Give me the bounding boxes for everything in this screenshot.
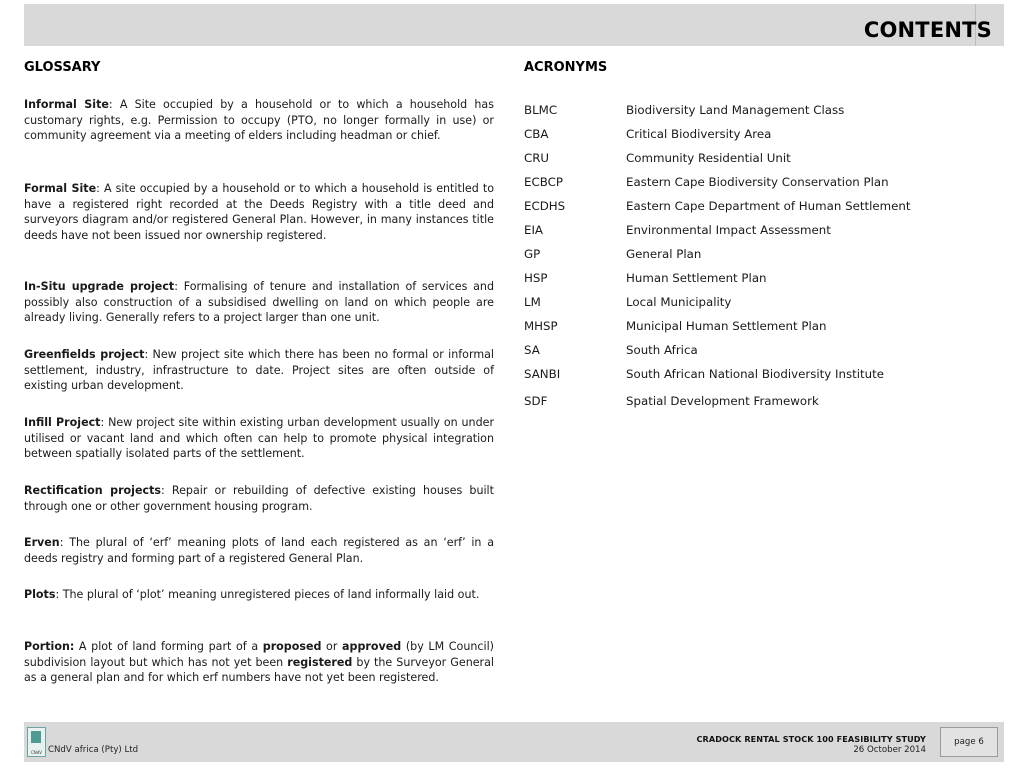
acronym-definition: South African National Biodiversity Institute <box>626 367 885 381</box>
acronym-definition: Eastern Cape Biodiversity Conservation Plan <box>626 175 889 189</box>
acronym-row <box>524 343 984 359</box>
acronym-abbr: ECBCP <box>524 175 563 189</box>
glossary-heading: GLOSSARY <box>24 60 101 75</box>
logo-mark <box>31 731 41 743</box>
page-number: page 6 <box>954 737 984 747</box>
glossary-item-informal-site <box>24 97 494 144</box>
glossary-definition: A site occupied by a household or to which a household is entitled to have a registered right recorded at the Deeds Registry with a title deed and surveyors diagram and/or registered General Plan. However, in many instances title deeds have not been issued nor ownership registered. <box>24 182 494 242</box>
acronym-abbr: HSP <box>524 271 548 285</box>
portion-emphasis: registered <box>287 655 353 669</box>
acronym-row <box>524 199 984 215</box>
acronym-abbr: BLMC <box>524 103 558 117</box>
glossary-term: Informal Site <box>24 98 109 111</box>
acronym-definition: Spatial Development Framework <box>626 394 819 408</box>
acronym-row <box>524 394 984 410</box>
glossary-separator: : <box>96 182 104 195</box>
acronyms-heading: ACRONYMS <box>524 60 608 75</box>
glossary-item-plots <box>24 587 494 603</box>
glossary-separator: : <box>144 348 153 361</box>
header-bar <box>24 4 1004 46</box>
glossary-definition: The plural of ‘erf’ meaning plots of land each registered as an ‘erf’ in a deeds registry and forming part of a registered General Plan. <box>24 536 494 565</box>
glossary-term: Plots <box>24 588 56 601</box>
acronym-abbr: CBA <box>524 127 549 141</box>
glossary-term: Rectification projects <box>24 484 161 497</box>
glossary-definition: A Site occupied by a household or to which a household has customary rights, e.g. Permission to occupy (PTO, no longer formally in use) or community agreement via a meeting of elders including headman or chief. <box>24 98 494 143</box>
acronym-definition: Community Residential Unit <box>626 151 791 165</box>
glossary-item-rectification <box>24 483 494 514</box>
acronym-abbr: LM <box>524 295 541 309</box>
acronym-definition: Critical Biodiversity Area <box>626 127 772 141</box>
acronym-row <box>524 271 984 287</box>
acronym-row <box>524 319 984 335</box>
acronym-row <box>524 103 984 119</box>
glossary-term: Erven <box>24 536 60 549</box>
acronym-row <box>524 295 984 311</box>
acronym-row <box>524 367 984 383</box>
acronym-abbr: GP <box>524 247 541 261</box>
glossary-item-erven <box>24 535 494 566</box>
glossary-item-infill <box>24 415 494 462</box>
acronym-definition: Environmental Impact Assessment <box>626 223 831 237</box>
acronym-row <box>524 247 984 263</box>
acronym-abbr: ECDHS <box>524 199 566 213</box>
glossary-definition: Formalising of tenure and installation of services and possibly also construction of a subsidised dwelling on land on which people are already living. Generally refers to a project larger than one unit. <box>24 280 494 325</box>
portion-text: (by LM Council) subdivision layout but which has not yet been <box>24 640 494 669</box>
glossary-separator: : <box>161 484 172 497</box>
glossary-separator: : <box>108 98 120 111</box>
footer-company-name: CNdV africa (Pty) Ltd <box>48 745 139 755</box>
acronym-abbr: MHSP <box>524 319 558 333</box>
glossary-term: In-Situ upgrade project <box>24 280 175 293</box>
page-number-box <box>940 727 998 757</box>
glossary-separator: : <box>174 280 184 293</box>
glossary-item-portion <box>24 639 494 686</box>
acronym-row <box>524 151 984 167</box>
acronym-abbr: SA <box>524 343 540 357</box>
portion-emphasis: proposed <box>262 640 322 653</box>
footer-date: 26 October 2014 <box>853 745 926 755</box>
glossary-term: Greenfields project <box>24 348 145 361</box>
glossary-separator: : <box>100 416 109 429</box>
glossary-item-formal-site <box>24 181 494 243</box>
acronym-abbr: CRU <box>524 151 550 165</box>
page-title: CONTENTS <box>863 18 992 42</box>
glossary-separator: : <box>59 536 70 549</box>
acronym-row <box>524 175 984 191</box>
acronym-definition: Human Settlement Plan <box>626 271 767 285</box>
glossary-definition: The plural of ‘plot’ meaning unregistered pieces of land informally laid out. <box>62 588 480 601</box>
glossary-term: Infill Project <box>24 416 101 429</box>
glossary-definition: New project site within existing urban development usually on under utilised or vacant land and which often can help to promote physical integration between spatially isolated parts of the settlement. <box>24 416 495 461</box>
glossary-item-in-situ-upgrade <box>24 279 494 326</box>
logo-text: CNdV <box>30 750 43 755</box>
glossary-term: Formal Site <box>24 182 97 195</box>
acronym-definition: South Africa <box>626 343 698 357</box>
footer-study-title: CRADOCK RENTAL STOCK 100 FEASIBILITY STUDY <box>696 734 926 744</box>
acronym-definition: Local Municipality <box>626 295 732 309</box>
acronym-row <box>524 127 984 143</box>
acronym-row <box>524 223 984 239</box>
glossary-term: Portion: <box>24 640 75 653</box>
portion-text: or <box>321 640 343 653</box>
acronym-abbr: SANBI <box>524 367 561 381</box>
portion-text: by the Surveyor General as a general plan and for which erf numbers have not yet been registered. <box>24 655 494 685</box>
glossary-separator: : <box>55 588 63 601</box>
portion-emphasis: approved <box>342 640 402 653</box>
company-logo <box>27 727 46 757</box>
footer-bar <box>24 722 1004 762</box>
acronym-abbr: SDF <box>524 394 548 408</box>
acronym-definition: Biodiversity Land Management Class <box>626 103 845 117</box>
acronym-abbr: EIA <box>524 223 544 237</box>
acronym-definition: General Plan <box>626 247 702 261</box>
glossary-definition: New project site which there has been no formal or informal settlement, industry, infrastructure to date. Project sites are often outside of existing urban development. <box>24 348 495 393</box>
portion-text: A plot of land forming part of a <box>74 640 263 653</box>
glossary-item-greenfields <box>24 347 494 394</box>
glossary-definition: Repair or rebuilding of defective existing houses built through one or other government housing program. <box>24 484 494 513</box>
acronym-definition: Municipal Human Settlement Plan <box>626 319 827 333</box>
acronym-definition: Eastern Cape Department of Human Settlement <box>626 199 911 213</box>
